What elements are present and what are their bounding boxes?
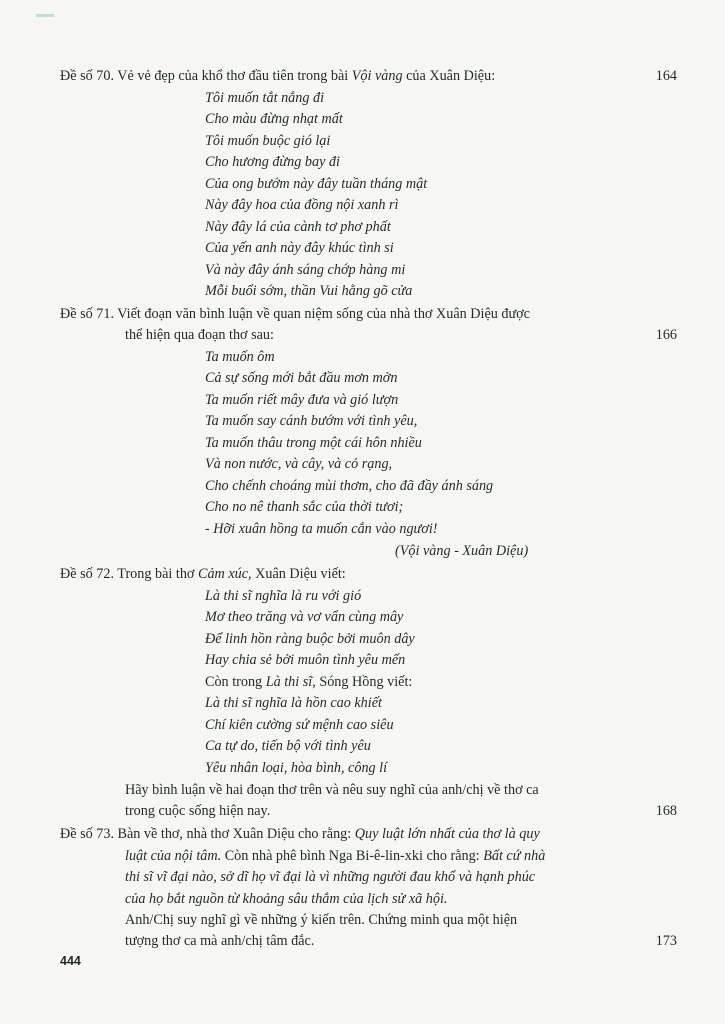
poem-line: Và non nước, và cây, và cỏ rạng, [205,456,393,472]
entry-73-line4: của họ bắt nguồn từ khoảng sâu thẳm của lịch sử xã hội. [125,891,448,907]
entry-73-quote-c: Bất cứ nhà [483,848,546,864]
entry-73-quote-b: luật của nội tâm. [125,848,222,864]
entry-72-page: 168 [655,803,677,819]
entry-72-title: Cảm xúc [197,566,249,582]
poem-line: Tôi muốn tắt nắng đi [205,90,325,106]
poem-line: - Hỡi xuân hồng ta muốn cắn vào ngươi! [205,521,438,537]
entry-70-text-a: Vẻ vẻ đẹp của khổ thơ đầu tiên trong bài [114,68,352,84]
entry-73-quote-a: Quy luật lớn nhất của thơ là quy [354,826,540,842]
entry-73-text-b: Còn nhà phê bình Nga Bi-ê-lin-xki cho rằng: [221,848,484,864]
entry-70-label: Đề số 70. [60,68,114,84]
mid-title: Là thi sĩ [265,674,313,690]
poem-line: Tôi muốn buộc gió lại [205,133,331,149]
poem-line: Này đây hoa của đồng nội xanh rì [205,197,399,213]
poem-line: Ta muốn ôm [205,349,275,365]
poem-line: Cho chếnh choáng mùi thơm, cho đã đầy ánh sáng [205,478,494,494]
poem-line: Ca tự do, tiến bộ với tình yêu [205,738,371,754]
entry-73-page: 173 [655,933,677,949]
entry-73-line3: thi sĩ vĩ đại nào, sở dĩ họ vĩ đại là vì những người đau khổ và hạnh phúc [125,869,536,885]
poem-line: Và này đây ánh sáng chớp hàng mi [205,262,406,278]
entry-72-label: Đề số 72. [60,566,114,582]
entry-70-page: 164 [655,68,677,84]
poem-line: Là thi sĩ nghĩa là ru với gió [205,588,362,604]
poem-line: Là thi sĩ nghĩa là hồn cao khiết [205,695,382,711]
poem-line: Mơ theo trăng và vơ vẩn cùng mây [205,609,404,625]
mid-text-b: , Sóng Hồng viết: [312,674,413,690]
entry-72-mid-text [205,672,412,692]
poem-line: Cho hương đừng bay đi [205,154,340,170]
poem-line: Cho no nê thanh sắc của thời tươi; [205,499,404,515]
poem-line: Này đây lá của cành tơ phơ phất [205,219,391,235]
entry-72-text-b: , Xuân Diệu viết: [248,566,346,582]
entry-73-text-a: Đề số 73. Bàn về thơ, nhà thơ Xuân Diệu cho rằng: [60,826,355,842]
entry-70-text-b: của Xuân Diệu: [402,68,496,84]
entry-73-line5: Anh/Chị suy nghĩ gì về những ý kiến trên. Chứng minh qua một hiện [125,912,518,928]
entry-71-heading-line2: thể hiện qua đoạn thơ sau: [125,327,274,343]
entry-73-line6: tượng thơ ca mà anh/chị tâm đắc. [125,933,315,949]
poem-line: Ta muốn thâu trong một cái hôn nhiều [205,435,422,451]
poem-line: Cả sự sống mới bắt đầu mơn mởn [205,370,398,386]
poem-line: Cho màu đừng nhạt mất [205,111,343,127]
entry-72-heading [60,564,346,584]
entry-70-title: Vội vàng [351,68,403,84]
corner-mark [36,14,54,17]
entry-72-text-a: Trong bài thơ [114,566,198,582]
entry-71-page: 166 [655,327,677,343]
poem-line: Yêu nhân loại, hòa bình, công lí [205,760,388,776]
poem-line: Của ong bướm này đây tuần tháng mật [205,176,428,192]
poem-line: Của yến anh này đây khúc tình si [205,240,394,256]
entry-71-heading-line1: Đề số 71. Viết đoạn văn bình luận về quan niệm sống của nhà thơ Xuân Diệu được [60,306,530,322]
entry-73-line2 [125,846,545,866]
poem-line: Chí kiên cường sứ mệnh cao siêu [205,717,394,733]
poem-line: Hay chia sẻ bởi muôn tình yêu mến [205,652,406,668]
poem-line: Ta muốn riết mây đưa và gió lượn [205,392,399,408]
poem-line: Mỗi buổi sớm, thần Vui hằng gõ cửa [205,283,413,299]
poem-line: Ta muốn say cánh bướm với tình yêu, [205,413,418,429]
entry-73-line1 [60,824,540,844]
entry-71-source: (Vội vàng - Xuân Diệu) [395,543,529,559]
entry-70-heading [60,66,495,86]
poem-line: Để linh hồn ràng buộc bởi muôn dây [205,631,415,647]
entry-72-question-line2: trong cuộc sống hiện nay. [125,803,271,819]
entry-72-question-line1: Hãy bình luận về hai đoạn thơ trên và nêu suy nghĩ của anh/chị về thơ ca [125,782,539,798]
mid-text-a: Còn trong [205,674,266,690]
page-number: 444 [60,954,81,968]
